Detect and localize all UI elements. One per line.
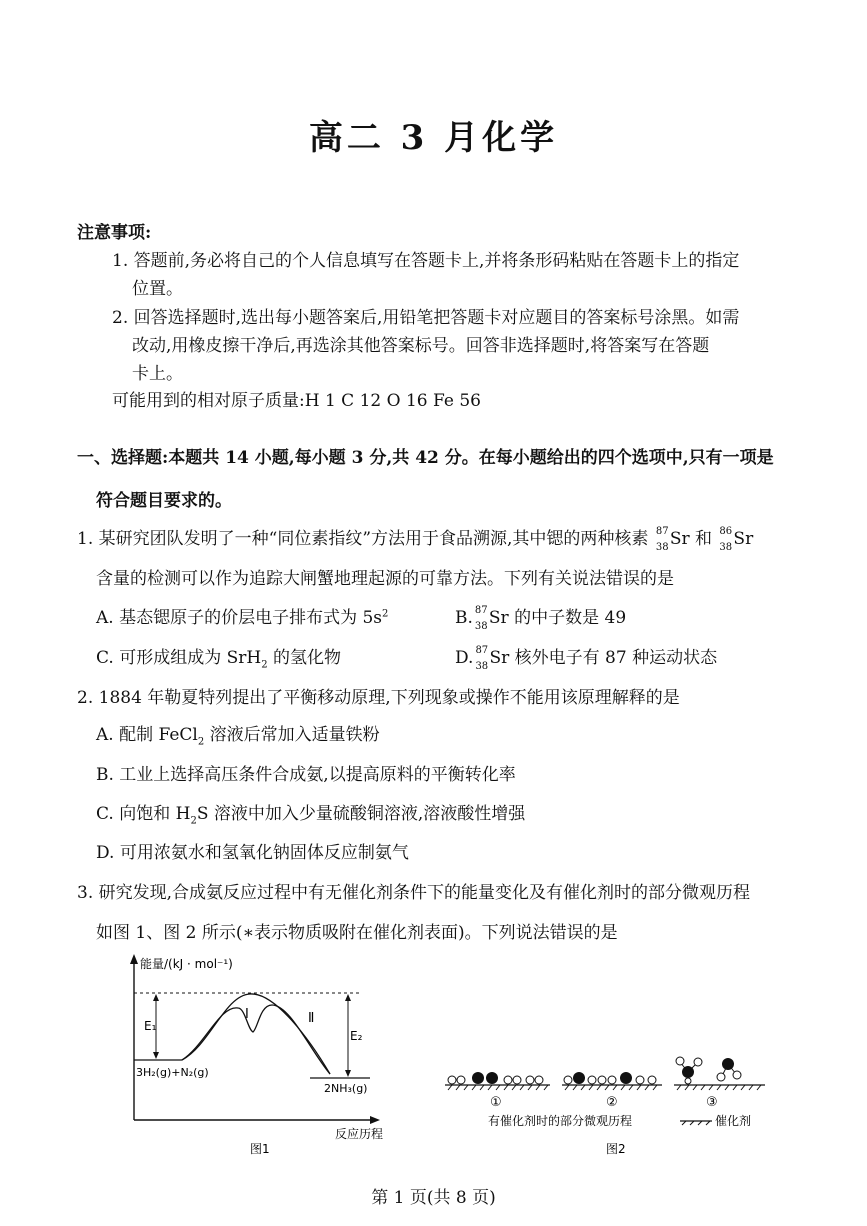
q1-option-c: C. 可形成组成为 SrH$_2$ 的氢化物 [96, 648, 341, 671]
notice-item-2-cont2: 卡上。 [132, 364, 183, 384]
q2-option-b: B. 工业上选择高压条件合成氨,以提高原料的平衡转化率 [96, 765, 516, 785]
reactants-label: 3H₂(g)+N₂(g) [136, 1066, 209, 1079]
notice-item-2: 2. 回答选择题时,选出每小题答案后,用铅笔把答题卡对应题目的答案标号涂黑。如需 [112, 308, 740, 328]
curve-I-label: Ⅰ [245, 1007, 249, 1022]
e2-label: E₂ [350, 1029, 363, 1043]
figure-2-microscopic-process [440, 1050, 780, 1160]
figure-2-description: 有催化剂时的部分微观历程 [488, 1114, 633, 1128]
q1-stem-cont: 含量的检测可以作为追踪大闸蟹地理起源的可靠方法。下列有关说法错误的是 [96, 569, 674, 589]
curve-II-label: Ⅱ [308, 1011, 315, 1026]
atomic-masses: 可能用到的相对原子质量:H 1 C 12 O 16 Fe 56 [112, 391, 481, 411]
notice-heading: 注意事项: [77, 223, 152, 243]
page-title: 高二 3 月化学 [308, 118, 559, 158]
q3-stem: 3. 研究发现,合成氨反应过程中有无催化剂条件下的能量变化及有催化剂时的部分微观历程 [77, 883, 751, 903]
q2-option-a: A. 配制 FeCl$_2$ 溶液后常加入适量铁粉 [96, 725, 380, 748]
e1-label: E₁ [144, 1019, 157, 1033]
y-axis-arrow [130, 954, 138, 964]
q3-stem-cont: 如图 1、图 2 所示(∗表示物质吸附在催化剂表面)。下列说法错误的是 [96, 923, 618, 943]
products-label: 2NH₃(g) [324, 1082, 368, 1095]
x-axis-label: 反应历程 [335, 1127, 384, 1141]
n-atom-icon [472, 1072, 484, 1084]
y-axis-label: 能量/(kJ · mol⁻¹) [140, 957, 233, 971]
x-axis-arrow [370, 1116, 380, 1124]
page-footer: 第 1 页(共 8 页) [371, 1188, 496, 1208]
q1-stem-text: 1. 某研究团队发明了一种“同位素指纹”方法用于食品溯源,其中锶的两种核素 [77, 529, 649, 549]
curve-II [182, 994, 330, 1074]
q2-option-c: C. 向饱和 $H_2S$ 溶液中加入少量硫酸铜溶液,溶液酸性增强 [96, 804, 526, 827]
step-2-label: ② [606, 1095, 618, 1110]
q1-option-a: A. 基态锶原子的价层电子排布式为 $5s^2$ [96, 608, 389, 628]
q1-stem: 1. 某研究团队发明了一种“同位素指纹”方法用于食品溯源,其中锶的两种核素 87 38 Sr 和 86 38 Sr [77, 525, 754, 553]
notice-item-2-cont: 改动,用橡皮擦干净后,再选涂其他答案标号。回答非选择题时,将答案写在答题 [132, 336, 710, 356]
step-1-label: ① [490, 1095, 502, 1110]
catalyst-legend-label: 催化剂 [715, 1114, 752, 1128]
isotope-sr87: 87 38 [655, 525, 669, 553]
section-heading: 一、选择题:本题共 14 小题,每小题 3 分,共 42 分。在每小题给出的四个选项中,只有一项是 [77, 448, 774, 468]
isotope-sr86: 86 38 [719, 525, 733, 553]
q1-option-d: D. 87 38 Sr 核外电子有 87 种运动状态 [455, 644, 718, 672]
figure-1-caption: 图1 [250, 1142, 270, 1156]
figure-2-caption: 图2 [606, 1142, 626, 1156]
h-atom-icon [448, 1076, 456, 1084]
section-heading-cont: 符合题目要求的。 [96, 491, 232, 511]
figure-1-energy-diagram [110, 950, 410, 1160]
q2-stem: 2. 1884 年勒夏特列提出了平衡移动原理,下列现象或操作不能用该原理解释的是 [77, 688, 680, 708]
step-3-label: ③ [706, 1095, 718, 1110]
notice-item-1-cont: 位置。 [132, 279, 183, 299]
notice-item-1: 1. 答题前,务必将自己的个人信息填写在答题卡上,并将条形码粘贴在答题卡上的指定 [112, 251, 740, 271]
q2-option-d: D. 可用浓氨水和氢氧化钠固体反应制氨气 [96, 843, 409, 863]
q1-option-b: B. 87 38 Sr 的中子数是 49 [455, 604, 627, 632]
